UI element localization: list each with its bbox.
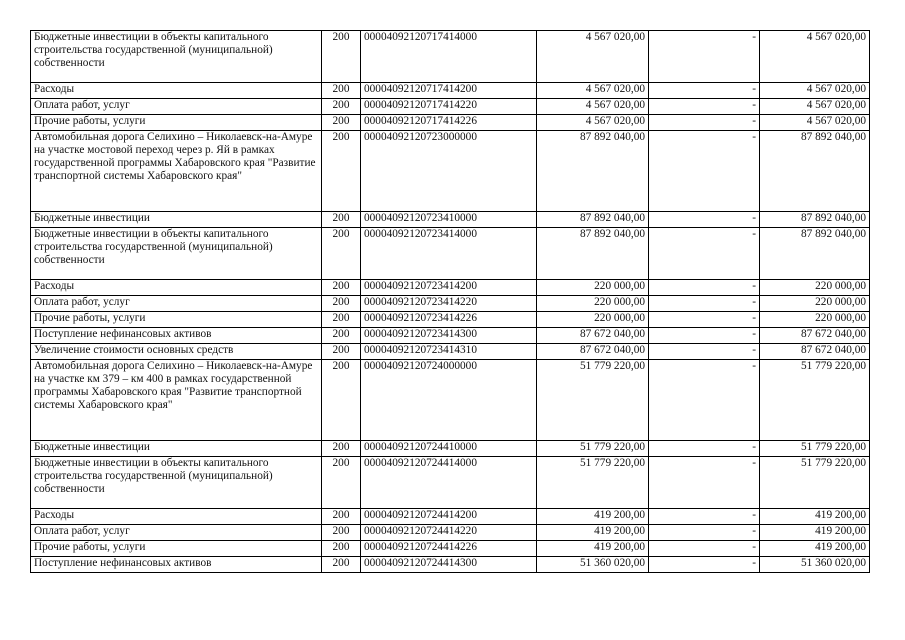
row-line-code-cell: 200 bbox=[322, 360, 361, 441]
row-approved-amount-cell: 419 200,00 bbox=[537, 525, 649, 541]
row-executed-amount-cell: - bbox=[649, 83, 760, 99]
row-unexecuted-amount-cell: 51 360 020,00 bbox=[760, 557, 870, 573]
row-budget-code-cell: 00004092120717414000 bbox=[361, 31, 537, 83]
row-name-cell: Бюджетные инвестиции в объекты капитального строительства государственной (муниципальной) собственности bbox=[31, 31, 322, 83]
row-approved-amount-cell: 4 567 020,00 bbox=[537, 99, 649, 115]
row-line-code-cell: 200 bbox=[322, 280, 361, 296]
row-executed-amount-cell: - bbox=[649, 131, 760, 212]
row-budget-code-cell: 00004092120723414220 bbox=[361, 296, 537, 312]
row-budget-code-cell: 00004092120717414200 bbox=[361, 83, 537, 99]
row-budget-code-cell: 00004092120723410000 bbox=[361, 212, 537, 228]
row-budget-code-cell: 00004092120724414220 bbox=[361, 525, 537, 541]
row-name-cell: Автомобильная дорога Селихино – Николаевск-на-Амуре на участке км 379 – км 400 в рамках государственной программы Хабаровского края "Развитие транспортной системы Хабаровского края" bbox=[31, 360, 322, 441]
row-unexecuted-amount-cell: 220 000,00 bbox=[760, 312, 870, 328]
row-unexecuted-amount-cell: 51 779 220,00 bbox=[760, 441, 870, 457]
row-approved-amount-cell: 220 000,00 bbox=[537, 312, 649, 328]
row-unexecuted-amount-cell: 51 779 220,00 bbox=[760, 457, 870, 509]
row-unexecuted-amount-cell: 87 672 040,00 bbox=[760, 328, 870, 344]
row-line-code-cell: 200 bbox=[322, 228, 361, 280]
row-executed-amount-cell: - bbox=[649, 541, 760, 557]
row-approved-amount-cell: 51 779 220,00 bbox=[537, 441, 649, 457]
table-row bbox=[31, 131, 870, 212]
row-line-code-cell: 200 bbox=[322, 509, 361, 525]
row-unexecuted-amount-cell: 419 200,00 bbox=[760, 525, 870, 541]
row-line-code-cell: 200 bbox=[322, 457, 361, 509]
row-name-cell: Расходы bbox=[31, 83, 322, 99]
row-name-cell: Оплата работ, услуг bbox=[31, 99, 322, 115]
row-budget-code-cell: 00004092120724414200 bbox=[361, 509, 537, 525]
row-executed-amount-cell: - bbox=[649, 296, 760, 312]
row-approved-amount-cell: 87 892 040,00 bbox=[537, 228, 649, 280]
table-row bbox=[31, 280, 870, 296]
row-name-cell: Бюджетные инвестиции bbox=[31, 212, 322, 228]
row-approved-amount-cell: 4 567 020,00 bbox=[537, 115, 649, 131]
row-budget-code-cell: 00004092120717414226 bbox=[361, 115, 537, 131]
table-row bbox=[31, 83, 870, 99]
row-line-code-cell: 200 bbox=[322, 115, 361, 131]
row-unexecuted-amount-cell: 220 000,00 bbox=[760, 296, 870, 312]
table-row bbox=[31, 344, 870, 360]
table-row bbox=[31, 115, 870, 131]
row-approved-amount-cell: 51 360 020,00 bbox=[537, 557, 649, 573]
row-approved-amount-cell: 51 779 220,00 bbox=[537, 360, 649, 441]
row-name-cell: Увеличение стоимости основных средств bbox=[31, 344, 322, 360]
row-budget-code-cell: 00004092120724414000 bbox=[361, 457, 537, 509]
row-executed-amount-cell: - bbox=[649, 115, 760, 131]
table-row bbox=[31, 328, 870, 344]
row-executed-amount-cell: - bbox=[649, 212, 760, 228]
row-name-cell: Прочие работы, услуги bbox=[31, 541, 322, 557]
row-unexecuted-amount-cell: 4 567 020,00 bbox=[760, 99, 870, 115]
row-executed-amount-cell: - bbox=[649, 280, 760, 296]
row-unexecuted-amount-cell: 87 892 040,00 bbox=[760, 131, 870, 212]
row-approved-amount-cell: 220 000,00 bbox=[537, 296, 649, 312]
row-line-code-cell: 200 bbox=[322, 525, 361, 541]
table-row bbox=[31, 360, 870, 441]
row-line-code-cell: 200 bbox=[322, 212, 361, 228]
row-unexecuted-amount-cell: 4 567 020,00 bbox=[760, 31, 870, 83]
row-approved-amount-cell: 4 567 020,00 bbox=[537, 83, 649, 99]
table-body bbox=[31, 31, 870, 573]
row-line-code-cell: 200 bbox=[322, 296, 361, 312]
row-unexecuted-amount-cell: 4 567 020,00 bbox=[760, 83, 870, 99]
row-name-cell: Расходы bbox=[31, 280, 322, 296]
row-approved-amount-cell: 419 200,00 bbox=[537, 509, 649, 525]
row-unexecuted-amount-cell: 4 567 020,00 bbox=[760, 115, 870, 131]
table-row bbox=[31, 441, 870, 457]
row-budget-code-cell: 00004092120723414226 bbox=[361, 312, 537, 328]
row-executed-amount-cell: - bbox=[649, 360, 760, 441]
row-name-cell: Бюджетные инвестиции в объекты капитального строительства государственной (муниципальной) собственности bbox=[31, 457, 322, 509]
row-unexecuted-amount-cell: 87 892 040,00 bbox=[760, 228, 870, 280]
row-approved-amount-cell: 87 892 040,00 bbox=[537, 212, 649, 228]
table-row bbox=[31, 457, 870, 509]
row-executed-amount-cell: - bbox=[649, 312, 760, 328]
row-budget-code-cell: 00004092120724000000 bbox=[361, 360, 537, 441]
table-row bbox=[31, 525, 870, 541]
row-name-cell: Автомобильная дорога Селихино – Николаевск-на-Амуре на участке мостовой переход через р. Яй в рамках государственной программы Хабаровского края "Развитие транспортной системы Хабаровского края" bbox=[31, 131, 322, 212]
row-executed-amount-cell: - bbox=[649, 228, 760, 280]
row-executed-amount-cell: - bbox=[649, 328, 760, 344]
row-executed-amount-cell: - bbox=[649, 344, 760, 360]
row-unexecuted-amount-cell: 220 000,00 bbox=[760, 280, 870, 296]
row-executed-amount-cell: - bbox=[649, 31, 760, 83]
row-unexecuted-amount-cell: 419 200,00 bbox=[760, 509, 870, 525]
row-name-cell: Расходы bbox=[31, 509, 322, 525]
row-name-cell: Прочие работы, услуги bbox=[31, 312, 322, 328]
row-executed-amount-cell: - bbox=[649, 441, 760, 457]
row-budget-code-cell: 00004092120724414226 bbox=[361, 541, 537, 557]
row-line-code-cell: 200 bbox=[322, 312, 361, 328]
row-budget-code-cell: 00004092120717414220 bbox=[361, 99, 537, 115]
row-unexecuted-amount-cell: 419 200,00 bbox=[760, 541, 870, 557]
row-line-code-cell: 200 bbox=[322, 328, 361, 344]
row-line-code-cell: 200 bbox=[322, 541, 361, 557]
row-name-cell: Прочие работы, услуги bbox=[31, 115, 322, 131]
budget-expenditure-table bbox=[30, 30, 870, 573]
row-approved-amount-cell: 87 892 040,00 bbox=[537, 131, 649, 212]
row-line-code-cell: 200 bbox=[322, 557, 361, 573]
row-name-cell: Бюджетные инвестиции bbox=[31, 441, 322, 457]
row-budget-code-cell: 00004092120723414200 bbox=[361, 280, 537, 296]
table-row bbox=[31, 296, 870, 312]
row-budget-code-cell: 00004092120723414000 bbox=[361, 228, 537, 280]
row-approved-amount-cell: 4 567 020,00 bbox=[537, 31, 649, 83]
row-budget-code-cell: 00004092120724414300 bbox=[361, 557, 537, 573]
row-name-cell: Оплата работ, услуг bbox=[31, 296, 322, 312]
row-executed-amount-cell: - bbox=[649, 509, 760, 525]
row-executed-amount-cell: - bbox=[649, 525, 760, 541]
row-approved-amount-cell: 87 672 040,00 bbox=[537, 328, 649, 344]
row-budget-code-cell: 00004092120723414310 bbox=[361, 344, 537, 360]
row-line-code-cell: 200 bbox=[322, 344, 361, 360]
table-row bbox=[31, 228, 870, 280]
row-approved-amount-cell: 51 779 220,00 bbox=[537, 457, 649, 509]
row-approved-amount-cell: 220 000,00 bbox=[537, 280, 649, 296]
table-row bbox=[31, 557, 870, 573]
row-budget-code-cell: 00004092120723414300 bbox=[361, 328, 537, 344]
row-budget-code-cell: 00004092120724410000 bbox=[361, 441, 537, 457]
table-row bbox=[31, 99, 870, 115]
row-name-cell: Оплата работ, услуг bbox=[31, 525, 322, 541]
row-name-cell: Поступление нефинансовых активов bbox=[31, 328, 322, 344]
table-row bbox=[31, 312, 870, 328]
row-line-code-cell: 200 bbox=[322, 441, 361, 457]
row-line-code-cell: 200 bbox=[322, 31, 361, 83]
row-line-code-cell: 200 bbox=[322, 99, 361, 115]
table-row bbox=[31, 541, 870, 557]
row-approved-amount-cell: 87 672 040,00 bbox=[537, 344, 649, 360]
table-row bbox=[31, 31, 870, 83]
row-executed-amount-cell: - bbox=[649, 457, 760, 509]
row-line-code-cell: 200 bbox=[322, 131, 361, 212]
row-name-cell: Поступление нефинансовых активов bbox=[31, 557, 322, 573]
row-name-cell: Бюджетные инвестиции в объекты капитального строительства государственной (муниципальной) собственности bbox=[31, 228, 322, 280]
row-approved-amount-cell: 419 200,00 bbox=[537, 541, 649, 557]
row-executed-amount-cell: - bbox=[649, 557, 760, 573]
row-line-code-cell: 200 bbox=[322, 83, 361, 99]
row-unexecuted-amount-cell: 87 672 040,00 bbox=[760, 344, 870, 360]
row-unexecuted-amount-cell: 87 892 040,00 bbox=[760, 212, 870, 228]
row-executed-amount-cell: - bbox=[649, 99, 760, 115]
row-budget-code-cell: 00004092120723000000 bbox=[361, 131, 537, 212]
table-row bbox=[31, 509, 870, 525]
table-row bbox=[31, 212, 870, 228]
row-unexecuted-amount-cell: 51 779 220,00 bbox=[760, 360, 870, 441]
